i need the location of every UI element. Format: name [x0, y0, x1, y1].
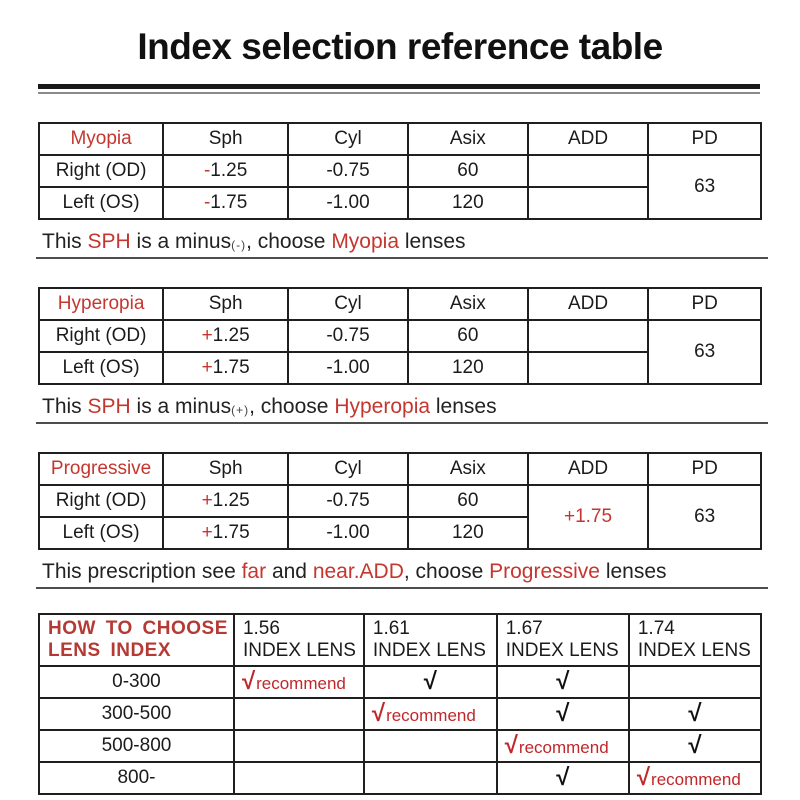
- recommend-label: recommend: [256, 674, 346, 693]
- check-cell: [364, 666, 497, 698]
- note-red-text: Progressive: [489, 560, 600, 583]
- pd-cell: 63: [648, 485, 761, 549]
- note-text: This: [42, 230, 88, 253]
- pd-cell: 63: [648, 155, 761, 219]
- eye-label-cell: Right (OD): [39, 155, 163, 187]
- check-icon: √: [241, 668, 256, 695]
- asix-cell: 60: [408, 155, 528, 187]
- index-table-title-cell: [39, 614, 234, 666]
- sph-cell: [163, 485, 288, 517]
- check-cell: [629, 730, 761, 762]
- col-header-add: ADD: [528, 123, 649, 155]
- check-cell: [364, 698, 497, 730]
- eye-label-cell: Left (OS): [39, 352, 163, 384]
- col-header-asix: Asix: [408, 453, 528, 485]
- hyperopia-table: [38, 287, 762, 385]
- check-cell: [629, 762, 761, 794]
- table-row: [39, 666, 761, 698]
- sph-value: 1.75: [212, 357, 250, 378]
- note-text: This prescription see: [42, 560, 242, 583]
- add-cell: [528, 352, 649, 384]
- col-header-sph: Sph: [163, 453, 288, 485]
- note-red-text: Myopia: [331, 230, 400, 253]
- hyperopia-note: [36, 395, 768, 424]
- title-divider: [38, 84, 760, 94]
- myopia-note: [36, 230, 768, 259]
- table-row: [39, 485, 761, 517]
- index-label: INDEX LENS: [505, 640, 619, 661]
- category-cell: Hyperopia: [39, 288, 163, 320]
- cyl-cell: -0.75: [288, 485, 408, 517]
- index-value: 1.61: [372, 617, 410, 639]
- eye-label-cell: Right (OD): [39, 320, 163, 352]
- index-label: INDEX LENS: [372, 640, 486, 661]
- asix-cell: 60: [408, 320, 528, 352]
- index-col-header-161: [364, 614, 497, 666]
- note-text: This: [42, 395, 88, 418]
- index-col-header-156: [234, 614, 364, 666]
- note-text: is a minus: [130, 395, 232, 418]
- eye-label-cell: Right (OD): [39, 485, 163, 517]
- check-cell: [629, 698, 761, 730]
- index-col-header-174: [629, 614, 761, 666]
- add-cell: [528, 155, 649, 187]
- sph-cell: [163, 320, 288, 352]
- asix-cell: 60: [408, 485, 528, 517]
- check-cell: [364, 730, 497, 762]
- table-row: [39, 730, 761, 762]
- col-header-pd: PD: [648, 288, 761, 320]
- table-row: [39, 453, 761, 485]
- index-label: INDEX LENS: [242, 640, 356, 661]
- divider-thick-line: [38, 84, 760, 89]
- cyl-cell: -1.00: [288, 517, 408, 549]
- col-header-asix: Asix: [408, 288, 528, 320]
- index-col-header-167: [497, 614, 629, 666]
- note-paren: (+): [231, 403, 250, 417]
- check-icon: √: [688, 732, 702, 759]
- col-header-sph: Sph: [163, 288, 288, 320]
- progressive-note: [36, 560, 768, 589]
- note-red-text: near.ADD: [312, 560, 404, 583]
- index-value: 1.74: [637, 617, 675, 639]
- note-paren: (-): [231, 238, 247, 252]
- check-icon: √: [636, 764, 651, 791]
- sph-value: 1.75: [210, 192, 248, 213]
- note-text: and: [266, 560, 313, 583]
- power-range-cell: 0-300: [39, 666, 234, 698]
- eye-label-cell: Left (OS): [39, 517, 163, 549]
- table-row: [39, 762, 761, 794]
- check-icon: √: [556, 668, 570, 695]
- check-cell: [497, 698, 629, 730]
- note-text: , choose: [249, 395, 335, 418]
- divider-thin-line: [38, 92, 760, 94]
- note-text: lenses: [430, 395, 497, 418]
- page-title: Index selection reference table: [137, 26, 663, 67]
- cyl-cell: -1.00: [288, 352, 408, 384]
- check-icon: √: [556, 764, 570, 791]
- myopia-table: [38, 122, 762, 220]
- col-header-pd: PD: [648, 123, 761, 155]
- col-header-asix: Asix: [408, 123, 528, 155]
- sph-sign: -: [203, 160, 211, 181]
- table-row: [39, 698, 761, 730]
- sph-sign: +: [201, 522, 213, 543]
- col-header-cyl: Cyl: [288, 123, 408, 155]
- table-row: [39, 320, 761, 352]
- asix-cell: 120: [408, 187, 528, 219]
- col-header-add: ADD: [528, 453, 649, 485]
- check-cell: [497, 666, 629, 698]
- sph-value: 1.25: [212, 325, 250, 346]
- note-text: , choose: [246, 230, 332, 253]
- recommend-label: recommend: [518, 738, 609, 757]
- index-title-line1: HOW TO CHOOSE: [48, 617, 228, 639]
- check-cell: [234, 666, 364, 698]
- sph-value: 1.75: [212, 522, 250, 543]
- category-cell: Progressive: [39, 453, 163, 485]
- col-header-sph: Sph: [163, 123, 288, 155]
- sph-value: 1.25: [212, 490, 250, 511]
- table-row: [39, 288, 761, 320]
- check-icon: √: [556, 700, 570, 727]
- check-cell: [629, 666, 761, 698]
- table-row: [39, 155, 761, 187]
- check-icon: √: [688, 700, 702, 727]
- asix-cell: 120: [408, 352, 528, 384]
- sph-cell: [163, 352, 288, 384]
- check-cell: [497, 762, 629, 794]
- cyl-cell: -1.00: [288, 187, 408, 219]
- note-red-text: far: [241, 560, 267, 583]
- check-icon: √: [423, 668, 437, 695]
- check-cell: [234, 730, 364, 762]
- category-cell: Myopia: [39, 123, 163, 155]
- col-header-cyl: Cyl: [288, 453, 408, 485]
- sph-value: 1.25: [210, 160, 248, 181]
- check-cell: [497, 730, 629, 762]
- sph-sign: -: [203, 192, 211, 213]
- asix-cell: 120: [408, 517, 528, 549]
- note-text: is a minus: [130, 230, 232, 253]
- check-icon: √: [371, 700, 386, 727]
- add-cell: [528, 320, 649, 352]
- sph-cell: [163, 517, 288, 549]
- index-selection-table: [38, 613, 762, 795]
- note-text: , choose: [403, 560, 490, 583]
- col-header-cyl: Cyl: [288, 288, 408, 320]
- add-cell: [528, 187, 649, 219]
- power-range-cell: 300-500: [39, 698, 234, 730]
- add-shared-cell: +1.75: [528, 485, 649, 549]
- progressive-table: [38, 452, 762, 550]
- check-cell: [364, 762, 497, 794]
- index-title-line2: LENS INDEX: [48, 640, 172, 661]
- note-text: lenses: [600, 560, 667, 583]
- check-cell: [234, 762, 364, 794]
- note-red-text: SPH: [87, 230, 131, 253]
- pd-cell: 63: [648, 320, 761, 384]
- check-cell: [234, 698, 364, 730]
- power-range-cell: 800-: [39, 762, 234, 794]
- index-value: 1.56: [242, 617, 280, 639]
- power-range-cell: 500-800: [39, 730, 234, 762]
- note-red-text: SPH: [87, 395, 131, 418]
- index-value: 1.67: [505, 617, 543, 639]
- note-red-text: Hyperopia: [334, 395, 431, 418]
- col-header-add: ADD: [528, 288, 649, 320]
- table-row: [39, 614, 761, 666]
- check-icon: √: [504, 732, 518, 759]
- sph-cell: [163, 155, 288, 187]
- sph-sign: +: [201, 325, 213, 346]
- sph-sign: +: [201, 490, 213, 511]
- sph-cell: [163, 187, 288, 219]
- table-row: [39, 123, 761, 155]
- col-header-pd: PD: [648, 453, 761, 485]
- eye-label-cell: Left (OS): [39, 187, 163, 219]
- cyl-cell: -0.75: [288, 155, 408, 187]
- sph-sign: +: [201, 357, 213, 378]
- index-label: INDEX LENS: [637, 640, 751, 661]
- recommend-label: recommend: [651, 770, 741, 789]
- recommend-label: recommend: [386, 706, 476, 725]
- cyl-cell: -0.75: [288, 320, 408, 352]
- note-text: lenses: [399, 230, 466, 253]
